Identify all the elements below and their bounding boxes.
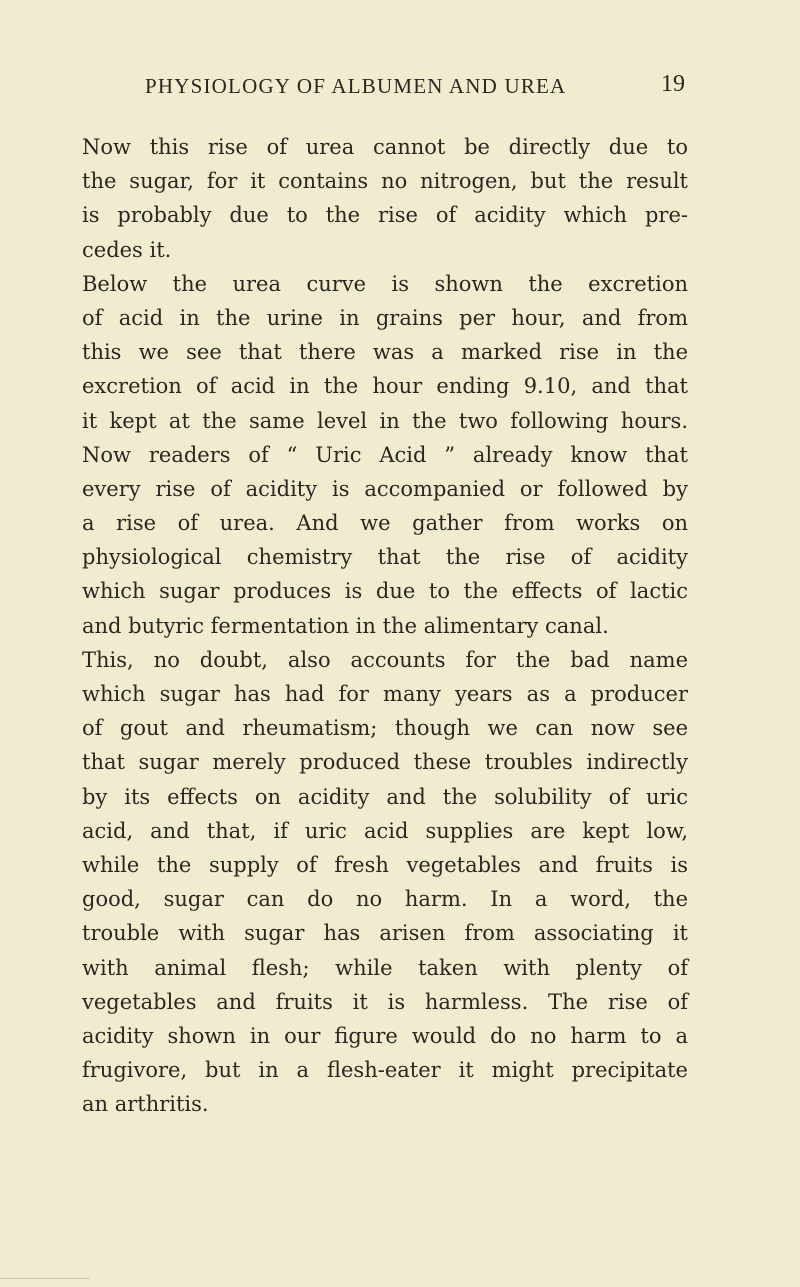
text-line: the sugar, for it contains no nitrogen, but the result (82, 169, 688, 194)
text-line: with animal flesh; while taken with plenty of (82, 955, 688, 980)
text-line: Below the urea curve is shown the excretion (82, 271, 688, 296)
text-line: physiological chemistry that the rise of acidity (82, 545, 688, 570)
text-line: an arthritis. (82, 1092, 209, 1117)
text-line: acid, and that, if uric acid supplies are kept low, (82, 818, 688, 843)
text-line: while the supply of fresh vegetables and fruits is (82, 852, 688, 877)
text-line: of gout and rheumatism; though we can now see (82, 716, 688, 741)
text-line: This, no doubt, also accounts for the bad name (82, 647, 688, 672)
text-line: is probably due to the rise of acidity which pre- (82, 203, 688, 228)
text-line: of acid in the urine in grains per hour, and from (82, 305, 688, 330)
text-line: acidity shown in our figure would do no harm to a (82, 1023, 688, 1048)
text-line: which sugar has had for many years as a producer (82, 682, 688, 706)
text-line: excretion of acid in the hour ending 9.10, and that (82, 374, 688, 399)
text-line: a rise of urea. And we gather from works on (82, 511, 688, 536)
text-line: good, sugar can do no harm. In a word, the (82, 887, 688, 912)
text-line: cedes it. (82, 237, 172, 262)
text-line: vegetables and fruits it is harmless. The rise of (82, 989, 688, 1014)
body-text (82, 130, 688, 1121)
text-line: Now readers of “ Uric Acid ” already know that (82, 442, 688, 467)
text-line: every rise of acidity is accompanied or followed by (82, 476, 688, 501)
text-line: and butyric fermentation in the alimentary canal. (82, 613, 609, 638)
text-line: that sugar merely produced these troubles indirectly (82, 750, 688, 775)
text-line: it kept at the same level in the two following hours. (82, 408, 688, 433)
text-line: frugivore, but in a flesh-eater it might precipitate (82, 1058, 688, 1083)
page-number: 19 (661, 71, 685, 97)
text-line: Now this rise of urea cannot be directly due to (82, 135, 688, 159)
running-head (145, 71, 685, 104)
text-line: this we see that there was a marked rise in the (82, 340, 688, 365)
running-title: PHYSIOLOGY OF ALBUMEN AND UREA (145, 74, 567, 98)
page-edge-line (0, 1278, 90, 1279)
text-line: by its effects on acidity and the solubility of uric (82, 784, 688, 809)
text-line: trouble with sugar has arisen from associating it (82, 921, 688, 946)
text-line: which sugar produces is due to the effects of lactic (82, 579, 688, 604)
